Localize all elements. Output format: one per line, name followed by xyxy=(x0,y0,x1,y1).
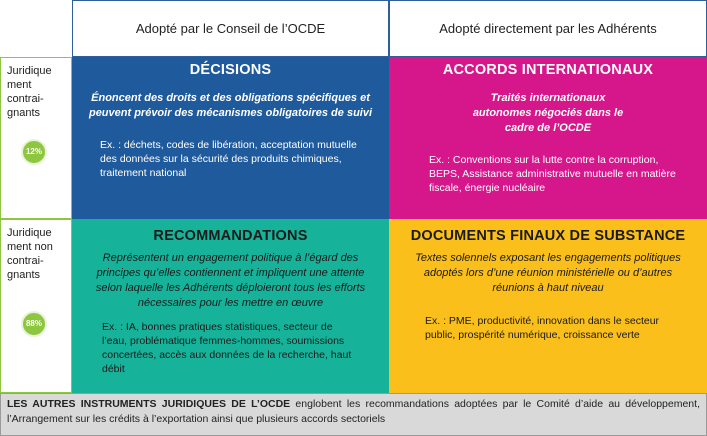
decisions-examples: Ex. : déchets, codes de libération, acceptation mutuelle des données sur la sécurité des produits chimiques, traitement national xyxy=(100,139,357,179)
recommandations-title: RECOMMANDATIONS xyxy=(153,228,308,244)
row-label-non-binding-line-4: gnants xyxy=(7,269,41,281)
footer-note-bold: LES AUTRES INSTRUMENTS JURIDIQUES DE L’OCDE xyxy=(7,398,291,410)
footer-note xyxy=(0,393,707,436)
row-label-binding-line-3: contrai- xyxy=(7,93,44,105)
documents-title: DOCUMENTS FINAUX DE SUBSTANCE xyxy=(410,228,686,244)
row-label-binding-line-2: ment xyxy=(7,79,32,91)
documents-cell xyxy=(389,219,707,393)
documents-description: Textes solennels exposant les engagements politiques adoptés lors d’une réunion ministérielle ou d’autres réunions à haut niveau xyxy=(415,252,681,294)
row-label-non-binding-line-1: Juridique xyxy=(7,227,52,239)
column-header-council-label: Adopté par le Conseil de l’OCDE xyxy=(135,21,326,36)
recommandations-cell xyxy=(72,219,389,393)
decisions-title: DÉCISIONS xyxy=(189,62,272,78)
non-binding-share-badge: 88% xyxy=(21,311,47,337)
decisions-cell xyxy=(72,57,389,219)
accords-cell xyxy=(389,57,707,219)
accords-title: ACCORDS INTERNATIONAUX xyxy=(442,62,654,78)
accords-examples: Ex. : Conventions sur la lutte contre la corruption, BEPS, Assistance administrative mutuelle en matière fiscale, énergie nucléaire xyxy=(429,154,676,194)
row-label-binding xyxy=(0,57,72,219)
row-label-non-binding xyxy=(0,219,72,393)
decisions-description: Énoncent des droits et des obligations spécifiques et peuvent prévoir des mécanismes obligatoires de suivi xyxy=(88,92,373,119)
documents-examples: Ex. : PME, productivité, innovation dans le secteur public, prospérité numérique, croissance verte xyxy=(425,315,660,341)
row-label-non-binding-line-2: ment non xyxy=(7,241,53,253)
footer-note-text: englobent les recommandations adoptées par le Comité d’aide au développement, l’Arrangement sur les crédits à l’exportation ainsi que plusieurs accords sectoriels xyxy=(7,398,700,425)
column-header-adherents-label: Adopté directement par les Adhérents xyxy=(439,21,657,36)
recommandations-description: Représentent un engagement politique à l’égard des principes qu’elles contiennent et impliquent une attente selon laquelle les Adhérents déploieront tous les efforts nécessaires pour les mettre en œuvre xyxy=(95,252,366,309)
column-header-adherents xyxy=(389,0,707,57)
row-label-binding-line-4: gnants xyxy=(7,107,41,119)
accords-description: Traités internationaux autonomes négociés dans le cadre de l’OCDE xyxy=(472,92,624,134)
binding-share-badge: 12% xyxy=(21,139,47,165)
column-header-council xyxy=(72,0,389,57)
recommandations-examples: Ex. : IA, bonnes pratiques statistiques, secteur de l’eau, problématique femmes-hommes, soumissions concertées, accès aux données de la recherche, haut débit xyxy=(102,321,352,375)
row-label-binding-line-1: Juridique xyxy=(7,65,52,77)
row-label-non-binding-line-3: contrai- xyxy=(7,255,44,267)
